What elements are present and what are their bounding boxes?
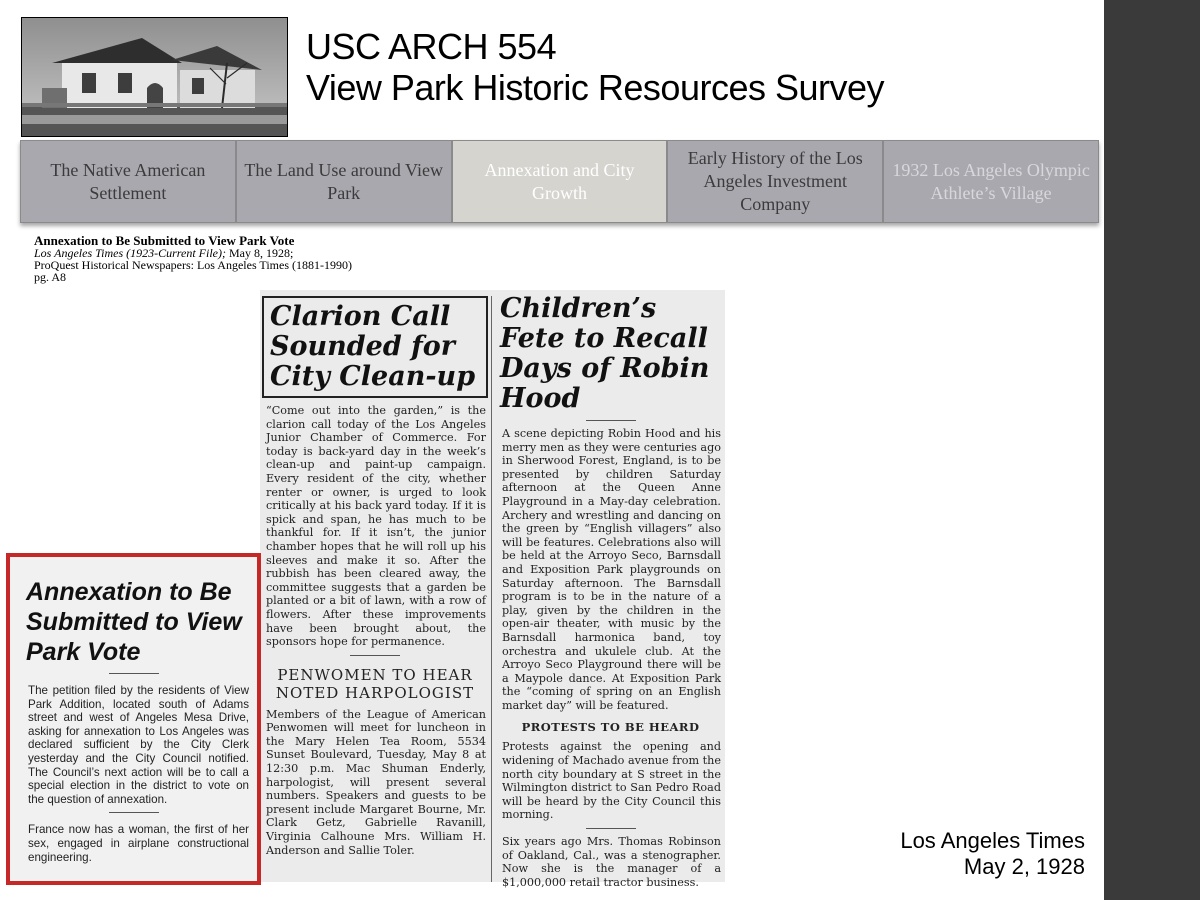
column-rule bbox=[109, 812, 159, 813]
highlight-body-2: France now has a woman, the first of her sex, engaged in airplane constructional engineering. bbox=[28, 823, 249, 864]
tab-label: The Native American Settlement bbox=[50, 159, 206, 203]
highlight-body: The petition filed by the residents of View Park Addition, located south of Adams street and west of Angeles Mesa Drive, asking for annexation to Los Angeles was declared sufficient by the City Clerk yesterday and the City Council notified. The Council’s next action will be to call a special election in the district to vote on the question of annexation. bbox=[28, 684, 249, 806]
newspaper-clipping bbox=[260, 290, 725, 889]
tab-native-american-settlement[interactable] bbox=[20, 140, 236, 223]
right-sidebar-bar bbox=[1104, 0, 1200, 900]
tab-label: 1932 Los Angeles Olympic Athlete’s Village bbox=[892, 159, 1090, 203]
column-divider bbox=[491, 296, 492, 882]
column-rule bbox=[586, 828, 636, 829]
article-citation bbox=[34, 235, 352, 283]
left-subheadline: PENWOMEN TO HEAR NOTED HARPOLOGIST bbox=[275, 665, 475, 702]
tab-investment-company[interactable] bbox=[667, 140, 883, 223]
citation-date: May 8, 1928; bbox=[226, 246, 294, 260]
clipping-left-column bbox=[260, 290, 490, 882]
house-photo bbox=[21, 17, 288, 137]
title-course: USC ARCH 554 bbox=[306, 26, 557, 67]
right-article-body-3: Six years ago Mrs. Thomas Robinson of Oakland, Cal., was a stenographer. Now she is the manager of a $1,000,000 retail tractor business. bbox=[502, 835, 721, 889]
left-headline: Clarion Call Sounded for City Clean-up bbox=[262, 296, 488, 398]
clipping-right-column bbox=[496, 290, 725, 889]
tab-land-use[interactable] bbox=[236, 140, 452, 223]
citation-page: pg. A8 bbox=[34, 270, 67, 284]
source-date: May 2, 1928 bbox=[963, 854, 1085, 879]
topic-tab-bar bbox=[20, 140, 1099, 223]
column-rule bbox=[350, 655, 400, 656]
right-headline: Children’s Fete to Recall Days of Robin Hood bbox=[500, 293, 710, 414]
page-title bbox=[306, 26, 884, 108]
tab-olympic-village[interactable] bbox=[883, 140, 1099, 223]
tab-label: Early History of the Los Angeles Investment Company bbox=[687, 148, 863, 214]
tab-annexation[interactable] bbox=[452, 140, 668, 223]
tab-label: Annexation and City Growth bbox=[484, 159, 635, 203]
right-article-body-2: Protests against the opening and widening of Machado avenue from the north city boundary at S street in the Wilmington district to San Pedro Road will be heard by the City Council this morning. bbox=[502, 740, 721, 822]
left-article-body-2: Members of the League of American Penwomen will meet for luncheon in the Mary Helen Tea Room, 5534 Sunset Boulevard, Tuesday, May 8 at 12:30 p.m. Mac Shuman Enderly, harpologist, will present several numbers. Speakers and guests to be present include Margaret Bourne, Mr. Clark Getz, Gabrielle Ravanill, Virginia Calhoune Mrs. William H. Anderson and Sallie Toler. bbox=[266, 707, 486, 857]
citation-database: ProQuest Historical Newspapers: Los Angeles Times (1881-1990) bbox=[34, 258, 352, 272]
tab-label: The Land Use around View Park bbox=[244, 159, 443, 203]
column-rule bbox=[109, 673, 159, 674]
right-article-body: A scene depicting Robin Hood and his merry men as they were centuries ago in Sherwood Forest, England, is to be presented by children Saturday afternoon at the Queen Anne Playground in a May-day celebration. Archery and wrestling and dancing on the green by “English villagers” also will be features. Celebrations also will be held at the Arroyo Seco, Barnsdall and Exposition Park playgrounds on Saturday afternoon. The Barnsdall program is to be in the nature of a play, given by the children in the open-air theater, with music by the Barnsdall harmonica band, toy orchestra and ukulele club. At the Arroyo Seco Playground there will be a Maypole dance. At Exposition Park the “coming of spring on an English market day” will be featured. bbox=[502, 427, 721, 712]
highlighted-article bbox=[6, 553, 261, 885]
citation-title: Annexation to Be Submitted to View Park Vote bbox=[34, 233, 295, 248]
left-article-body: “Come out into the garden,” is the clarion call today of the Los Angeles Junior Chamber of Commerce. For today is back-yard day in the week’s clean-up and paint-up campaign. Every resident of the city, whether renter or owner, is urged to look critically at his back yard today. If it is spick and span, he has much to be thankful for. If it isn’t, the junior chamber hopes that he will roll up his sleeves and make it so. After the rubbish has been cleared away, the committee suggests that a garden be planted or a bit of lawn, with a row of flowers. After these improvements have been brought about, the sponsors hope for permanence. bbox=[266, 404, 486, 649]
source-caption bbox=[900, 828, 1085, 880]
title-survey: View Park Historic Resources Survey bbox=[306, 67, 885, 108]
citation-source: Los Angeles Times (1923-Current File); bbox=[34, 246, 226, 260]
highlight-headline: Annexation to Be Submitted to View Park Vote bbox=[26, 578, 242, 666]
column-rule bbox=[586, 420, 636, 421]
source-publication: Los Angeles Times bbox=[900, 828, 1085, 853]
right-subheadline: PROTESTS TO BE HEARD bbox=[521, 720, 700, 735]
